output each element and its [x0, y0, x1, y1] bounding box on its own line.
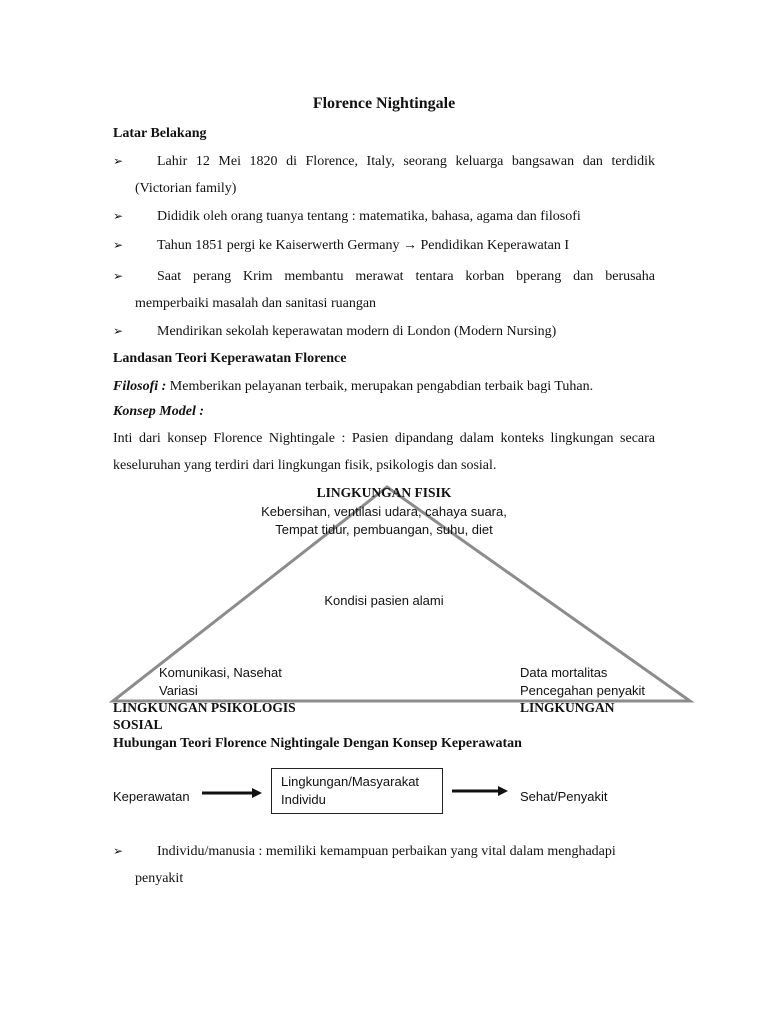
flow-left-label: Keperawatan — [113, 789, 190, 804]
arrow-bullet-icon: ➢ — [113, 844, 124, 858]
filosofi-label: Filosofi : — [113, 379, 167, 394]
section-heading-latar-belakang: Latar Belakang — [113, 126, 207, 141]
list-item-text: Mendirikan sekolah keperawatan modern di London (Modern Nursing) — [157, 324, 557, 339]
section-heading-landasan-teori: Landasan Teori Keperawatan Florence — [113, 351, 347, 366]
triangle-left-title-1: LINGKUNGAN PSIKOLOGIS — [113, 700, 296, 715]
list-item-text: Saat perang Krim membantu merawat tentara korban bperang dan berusaha memperbaiki masalah dan sanitasi ruangan — [135, 269, 655, 311]
triangle-left-title-2: SOSIAL — [113, 717, 163, 732]
list-item-text: Tahun 1851 pergi ke Kaiserwerth Germany → Pendidikan Keperawatan I — [157, 238, 570, 253]
filosofi-text: Memberikan pelayanan terbaik, merupakan pengabdian terbaik bagi Tuhan. — [166, 379, 594, 394]
arrow-bullet-icon: ➢ — [113, 209, 124, 223]
triangle-top-title: LINGKUNGAN FISIK — [316, 485, 452, 500]
right-arrow-icon — [200, 786, 266, 800]
list-item-text: Individu/manusia : memiliki kemampuan perbaikan yang vital dalam menghadapi penyakit — [135, 844, 616, 886]
konsep-model-paragraph: Inti dari konsep Florence Nightingale : Pasien dipandang dalam konteks lingkungan secara keseluruhan yang terdiri dari lingkungan fisik, psikologis dan sosial. — [113, 431, 655, 473]
list-item — [113, 838, 653, 892]
flow-box-line-2: Individu — [281, 792, 326, 807]
page-title: Florence Nightingale — [312, 95, 456, 112]
triangle-right-line-2: Pencegahan penyakit — [520, 683, 646, 698]
arrow-bullet-icon: ➢ — [113, 324, 124, 338]
konsep-model-label: Konsep Model : — [113, 404, 204, 419]
right-arrow-icon — [450, 784, 516, 798]
triangle-center-label: Kondisi pasien alami — [324, 593, 444, 608]
arrow-bullet-icon: ➢ — [113, 238, 124, 252]
triangle-top-line-1: Kebersihan, ventilasi udara, cahaya suara, — [261, 504, 507, 519]
triangle-left-line-1: Komunikasi, Nasehat — [159, 665, 282, 680]
list-item-text: Dididik oleh orang tuanya tentang : matematika, bahasa, agama dan filosofi — [157, 209, 581, 224]
section-heading-hubungan: Hubungan Teori Florence Nightingale Dengan Konsep Keperawatan — [113, 736, 522, 751]
list-item-text: Lahir 12 Mei 1820 di Florence, Italy, seorang keluarga bangsawan dan terdidik (Victorian family) — [135, 154, 655, 196]
flow-right-label: Sehat/Penyakit — [520, 789, 608, 804]
flow-box — [271, 768, 443, 814]
arrow-bullet-icon: ➢ — [113, 154, 124, 168]
triangle-top-line-2: Tempat tidur, pembuangan, suhu, diet — [275, 522, 493, 537]
arrow-bullet-icon: ➢ — [113, 269, 124, 283]
flow-box-line-1: Lingkungan/Masyarakat — [281, 774, 420, 789]
triangle-left-line-2: Variasi — [159, 683, 198, 698]
triangle-right-title: LINGKUNGAN — [520, 700, 615, 715]
triangle-right-line-1: Data mortalitas — [520, 665, 608, 680]
